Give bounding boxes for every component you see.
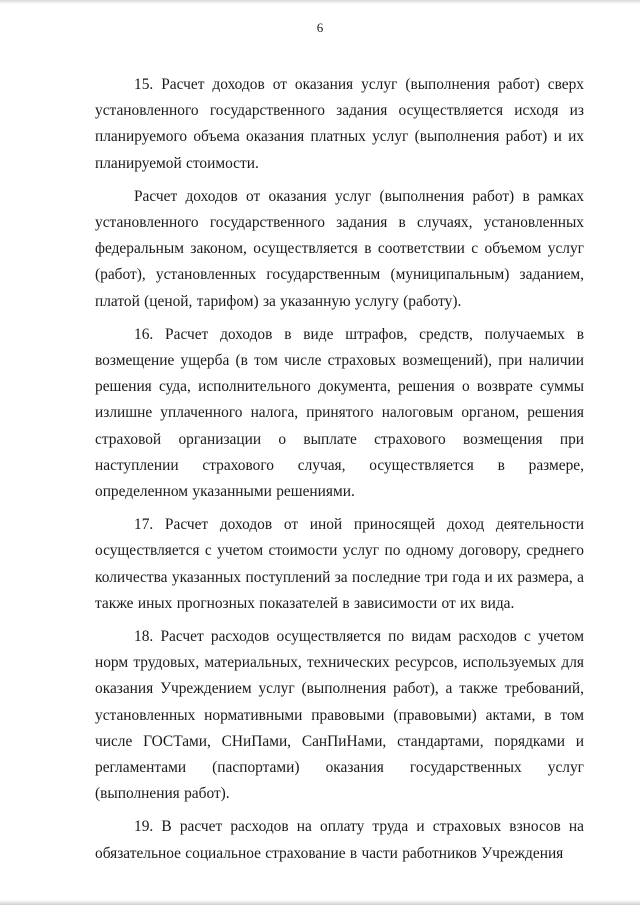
paragraph-18: 18. Расчет расходов осуществляется по видам расходов с учетом норм трудовых, материальных, технических ресурсов, используемых для оказания Учреждением услуг (выполнения работ), а также требований, установленных нормативными правовыми (правовыми) актами, в том числе ГОСТами, СНиПами, СанПиНами, стандартами, порядками и регламентами (паспортами) оказания государственных услуг (выполнения работ). [95,628,584,803]
paragraph-19: 19. В расчет расходов на оплату труда и страховых взносов на обязательное социальное страхование в части работников Учреждения [95,818,584,862]
paragraph-15: 15. Расчет доходов от оказания услуг (выполнения работ) сверх установленного государственного задания осуществляется исходя из планируемого объема оказания платных услуг (выполнения работ) и их планируемой стоимости. [95,76,584,172]
paragraph-15-continued: Расчет доходов от оказания услуг (выполнения работ) в рамках установленного государственного задания в случаях, установленных федеральным законом, осуществляется в соответствии с объемом услуг (работ), установленных государственным (муниципальным) заданием, платой (ценой, тарифом) за указанную услугу (работу). [95,187,584,310]
document-body [95,72,584,874]
page-bottom-edge [0,900,640,905]
paragraph-16: 16. Расчет доходов в виде штрафов, средств, получаемых в возмещение ущерба (в том числе страховых возмещений), при наличии решения суда, исполнительного документа, решения о возврате суммы излишне уплаченного налога, принятого налоговым органом, решения страховой организации о выплате страхового возмещения при наступлении страхового случая, осуществляется в размере, определенном указанными решениями. [95,325,584,501]
paragraph-17: 17. Расчет доходов от иной приносящей доход деятельности осуществляется с учетом стоимости услуг по одному договору, среднего количества указанных поступлений за последние три года и их размера, а также иных прогнозных показателей в зависимости от их вида. [95,516,584,612]
page-top-edge [0,0,640,4]
page-number: 6 [316,20,324,35]
